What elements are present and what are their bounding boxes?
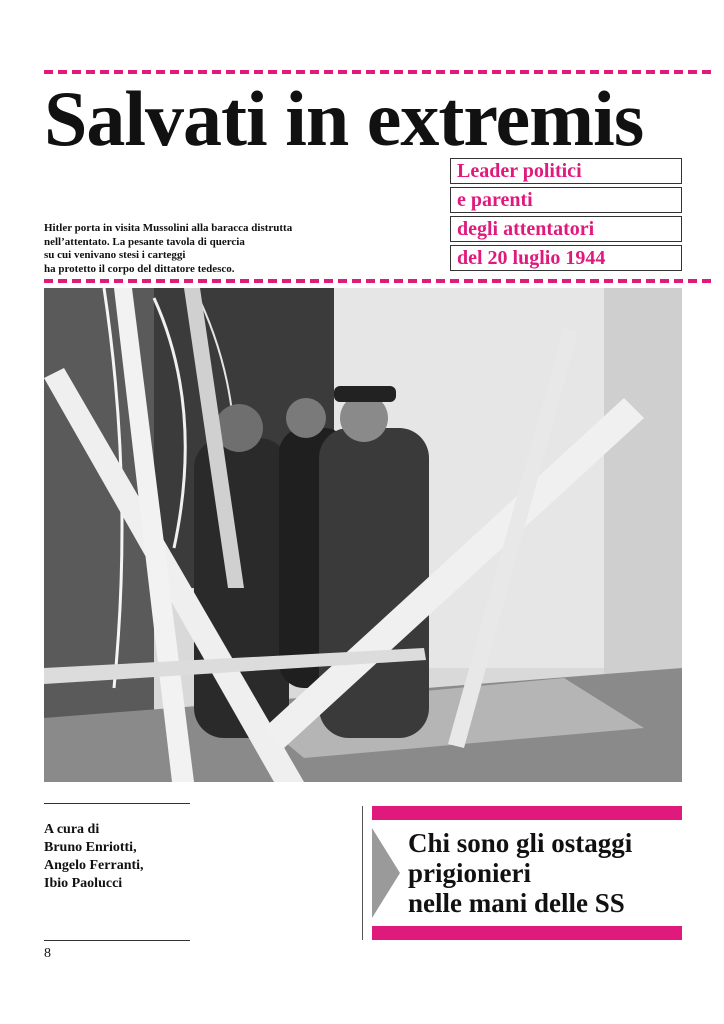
caption-line: nell’attentato. La pesante tavola di quercia xyxy=(44,235,245,248)
deck-line: del 20 luglio 1944 xyxy=(450,245,682,271)
caption-line: su cui venivano stesi i carteggi xyxy=(44,249,186,261)
box-headline-line: prigionieri xyxy=(408,858,531,888)
photo-illustration xyxy=(44,288,682,782)
historical-photo xyxy=(44,288,682,782)
subheadline-deck xyxy=(450,158,682,274)
headline: Salvati in extremis xyxy=(44,75,644,162)
deck-line: Leader politici xyxy=(450,158,682,184)
page-number: 8 xyxy=(44,946,51,961)
author-credits xyxy=(44,821,204,893)
photo-caption xyxy=(44,222,334,276)
accent-bar-bottom xyxy=(372,926,682,940)
credits-line: Angelo Ferranti, xyxy=(44,858,144,873)
deck-line: degli attentatori xyxy=(450,216,682,242)
deck-line: e parenti xyxy=(450,187,682,213)
credits-rule-bottom xyxy=(44,940,190,941)
box-headline xyxy=(408,828,682,918)
credits-line: Ibio Paolucci xyxy=(44,876,123,891)
accent-bar-top xyxy=(372,806,682,820)
box-headline-line: nelle mani delle SS xyxy=(408,888,625,918)
caption-line: Hitler porta in visita Mussolini alla baracca distrutta xyxy=(44,222,293,234)
box-headline-line: Chi sono gli ostaggi xyxy=(408,828,633,858)
arrow-right-icon xyxy=(372,828,400,918)
dashed-rule-middle xyxy=(44,279,716,283)
vertical-divider xyxy=(362,806,363,940)
caption-line: ha protetto il corpo del dittatore tedesco. xyxy=(44,262,235,275)
credits-line: A cura di xyxy=(44,822,100,837)
credits-line: Bruno Enriotti, xyxy=(44,840,137,855)
credits-rule-top xyxy=(44,803,190,804)
